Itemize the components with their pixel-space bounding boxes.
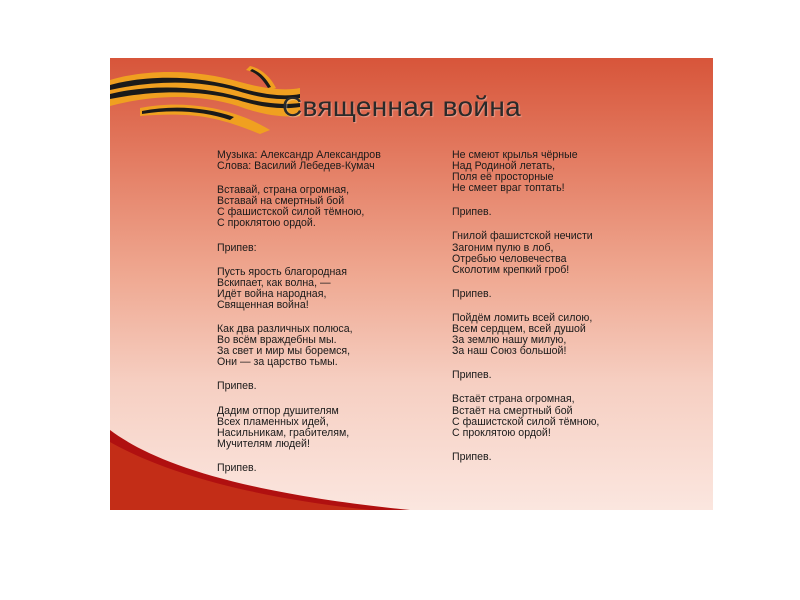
stanza (452, 231, 667, 275)
credit-line: Музыка: Александр Александров (217, 149, 381, 161)
lyric-line: Поля её просторные (452, 171, 554, 184)
lyric-line: Загоним пулю в лоб, (452, 241, 554, 254)
st-george-ribbon-icon (110, 58, 300, 138)
stanza (217, 324, 432, 368)
refrain-label-text: Припев. (452, 450, 492, 463)
lyric-line: Пойдём ломить всей силою, (452, 311, 593, 324)
refrain-label (452, 289, 667, 300)
lyric-line: Пусть ярость благородная (217, 265, 347, 278)
lyric-line: Гнилой фашистской нечисти (452, 230, 593, 243)
lyric-line: Идёт война народная, (217, 287, 327, 300)
lyric-line: Сколотим крепкий гроб! (452, 263, 570, 276)
refrain-label (452, 452, 667, 463)
lyric-line: Не смеет враг топтать! (452, 182, 565, 195)
credits (217, 150, 432, 172)
lyric-line: С проклятою ордой! (452, 426, 551, 439)
lyric-line: Они — за царство тьмы. (217, 356, 338, 369)
refrain-label-text: Припев. (452, 369, 492, 382)
lyric-line: Отребью человечества (452, 252, 567, 265)
lyric-line: Над Родиной летать, (452, 160, 556, 173)
stanza (452, 394, 667, 438)
lyric-line: Священная война! (217, 298, 309, 311)
slide (110, 58, 713, 510)
stanza (217, 185, 432, 229)
lyric-line: Вставай, страна огромная, (217, 184, 350, 197)
refrain-label-text: Припев. (452, 206, 492, 219)
lyrics-right-column (452, 150, 667, 476)
lyric-line: Насильникам, грабителям, (217, 426, 350, 439)
lyric-line: За землю нашу милую, (452, 334, 567, 347)
credit-line: Слова: Василий Лебедев-Кумач (217, 160, 375, 173)
lyric-line: Мучителям людей! (217, 437, 310, 450)
lyric-line: С фашистской силой тёмною, (217, 206, 365, 219)
lyric-line: Вставай на смертный бой (217, 195, 345, 208)
refrain-label (217, 381, 432, 392)
lyric-line: Во всём враждебны мы. (217, 334, 337, 347)
lyric-line: С фашистской силой тёмною, (452, 415, 600, 428)
stanza (452, 150, 667, 194)
lyric-line: Встаёт на смертный бой (452, 404, 573, 417)
lyric-line: Всех пламенных идей, (217, 415, 329, 428)
refrain-label-text: Припев. (217, 380, 257, 393)
lyric-line: Дадим отпор душителям (217, 404, 339, 417)
lyric-line: Вскипает, как волна, — (217, 276, 331, 289)
lyric-line: Встаёт страна огромная, (452, 393, 575, 406)
refrain-label-text: Припев: (217, 241, 257, 254)
lyric-line: Как два различных полюса, (217, 323, 353, 336)
refrain-label (217, 243, 432, 254)
stanza (452, 313, 667, 357)
lyric-line: За наш Союз большой! (452, 345, 567, 358)
slide-title: Священная война (282, 91, 521, 122)
lyric-line: Не смеют крылья чёрные (452, 149, 578, 161)
lyric-line: Всем сердцем, всей душой (452, 323, 586, 336)
lyric-line: С проклятою ордой. (217, 217, 316, 230)
refrain-label (452, 207, 667, 218)
red-corner-accent (110, 430, 410, 510)
refrain-label (452, 370, 667, 381)
refrain-label-text: Припев. (217, 461, 257, 474)
stanza (217, 267, 432, 311)
refrain-label-text: Припев. (452, 287, 492, 300)
lyric-line: За свет и мир мы боремся, (217, 345, 351, 358)
